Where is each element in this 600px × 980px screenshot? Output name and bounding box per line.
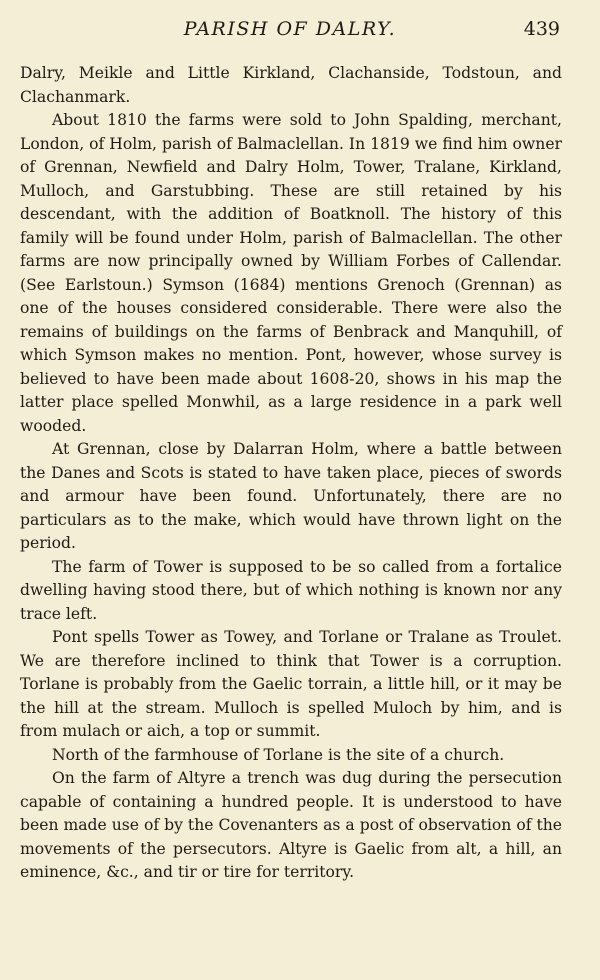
page-header bbox=[20, 18, 560, 48]
paragraph-continuation: Dalry, Meikle and Little Kirkland, Clachanside, Todstoun, and Clachanmark. bbox=[20, 64, 562, 106]
paragraph-tower-farm: The farm of Tower is supposed to be so called from a fortalice dwelling having stood there, but of which nothing is known nor any trace left. bbox=[20, 557, 562, 623]
paragraph-torlane-church: North of the farmhouse of Torlane is the site of a church. bbox=[52, 745, 505, 764]
paragraph-altyre-trench: On the farm of Altyre a trench was dug during the persecution capable of containing a hundred people. It is understood to have been made use of by the Covenanters as a post of observation of the movements of the persecutors. Altyre is Gaelic from alt, a hill, an eminence, &c., and tir or tire for territory. bbox=[20, 769, 562, 881]
paragraph-pont-spellings: Pont spells Tower as Towey, and Torlane or Tralane as Troulet. We are therefore inclined to think that Tower is a corruption. Torlane is probably from the Gaelic torrain, a little hill, or it may be the hill at the stream. Mulloch is spelled Muloch by him, and is from mulach or aich, a top or summit. bbox=[20, 628, 562, 740]
paragraph-spalding-farms: About 1810 the farms were sold to John Spalding, merchant, London, of Holm, parish of Balmaclellan. In 1819 we find him owner of Grennan, Newfield and Dalry Holm, Tower, Tralane, Kirkland, Mulloch, and Garstubbing. These are still retained by his descendant, with the addition of Boatknoll. The history of this family will be found under Holm, parish of Balmaclellan. The other farms are now principally owned by William Forbes of Callendar. (See Earlstoun.) Symson (1684) mentions Grenoch (Grennan) as one of the houses considered considerable. There were also the remains of buildings on the farms of Benbrack and Manquhill, of which Symson makes no mention. Pont, however, whose survey is believed to have been made about 1608-20, shows in his map the latter place spelled Monwhil, as a large residence in a park well wooded. bbox=[20, 111, 562, 435]
page-number: 439 bbox=[523, 18, 560, 40]
body-text bbox=[20, 62, 562, 885]
running-title: PARISH OF DALRY. bbox=[183, 18, 397, 40]
paragraph-grennan-battle: At Grennan, close by Dalarran Holm, where a battle between the Danes and Scots is stated to have taken place, pieces of swords and armour have been found. Unfortunately, there are no particulars as to the make, which would have thrown light on the period. bbox=[20, 440, 562, 552]
